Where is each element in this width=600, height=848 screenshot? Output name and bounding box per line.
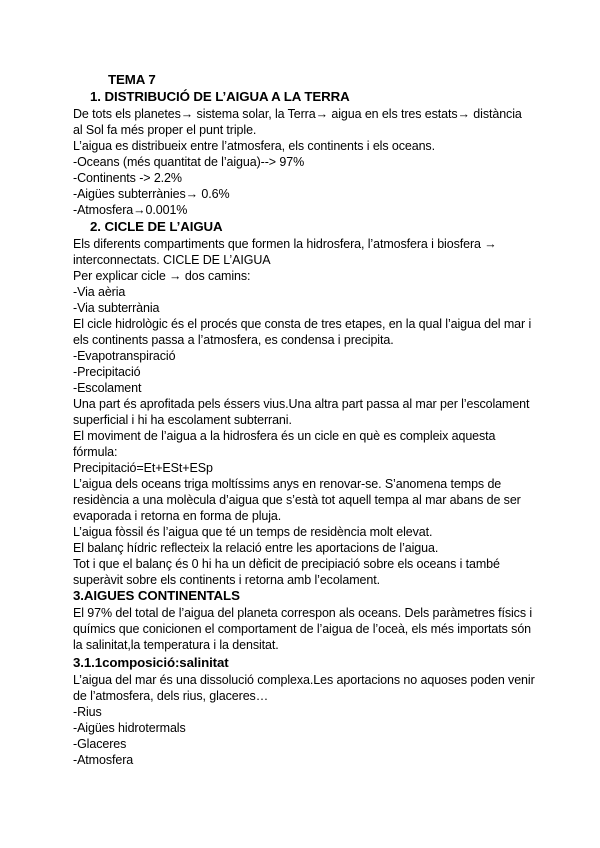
paragraph-line: Els diferents compartiments que formen la hidrosfera, l’atmosfera i biosfera → [73,237,497,251]
paragraph-line: L’aigua es distribueix entre l’atmosfera, els continents i els oceans. [73,139,435,153]
list-item: -Continents -> 2.2% [73,171,182,185]
list-item: -Aigües hidrotermals [73,721,186,735]
document-title: TEMA 7 [108,72,156,87]
paragraph-line: superficial i hi ha escolament subterrani. [73,413,292,427]
section-1-heading: 1. DISTRIBUCIÓ DE L’AIGUA A LA TERRA [90,89,350,104]
list-item: -Precipitació [73,365,141,379]
list-item: -Via subterrània [73,301,160,315]
paragraph-line: L’aigua fòssil és l’aigua que té un temps de residència molt elevat. [73,525,433,539]
paragraph-line: El moviment de l’aigua a la hidrosfera és un cicle en què es compleix aquesta [73,429,496,443]
paragraph-line: Per explicar cicle → dos camins: [73,269,251,283]
paragraph-line: L’aigua dels oceans triga moltíssims anys en renovar-se. S’anomena temps de [73,477,502,491]
list-item: -Via aèria [73,285,126,299]
list-item: -Atmosfera→0.001% [73,203,188,217]
paragraph-line: De tots els planetes→ sistema solar, la Terra→ aigua en els tres estats→ distància [73,107,522,121]
paragraph-line: superàvit sobre els continents i retorna amb l’ecolament. [73,573,380,587]
paragraph-line: El cicle hidrològic és el procés que consta de tres etapes, en la qual l’aigua del mar i [73,317,532,331]
list-item: -Oceans (més quantitat de l’aigua)--> 97% [73,155,305,169]
paragraph-line: Una part és aprofitada pels éssers vius.Una altra part passa al mar per l’escolament [73,397,530,411]
list-item: -Escolament [73,381,142,395]
paragraph-line: al Sol fa més proper el punt triple. [73,123,257,137]
paragraph-line: fórmula: [73,445,118,459]
paragraph-line: evaporada i retorna en forma de pluja. [73,509,282,523]
paragraph-line: químics que conicionen el comportament de l’aigua de l’oceà, els més importats són [73,622,532,636]
paragraph-line: Tot i que el balanç és 0 hi ha un dèficit de precipiació sobre els oceans i també [73,557,500,571]
section-2-heading: 2. CICLE DE L’AIGUA [90,219,223,234]
list-item: -Glaceres [73,737,127,751]
paragraph-line: L’aigua del mar és una dissolució complexa.Les aportacions no aquoses poden venir [73,673,535,687]
section-3-heading: 3.AIGUES CONTINENTALS [73,588,240,603]
paragraph-line: la salinitat,la temperatura i la densitat. [73,638,279,652]
paragraph-line: El balanç hídric reflecteix la relació entre les aportacions de l’aigua. [73,541,439,555]
formula-line: Precipitació=Et+ESt+ESp [73,461,213,475]
list-item: -Atmosfera [73,753,134,767]
paragraph-line: els continents passa a l’atmosfera, es condensa i precipita. [73,333,394,347]
list-item: -Aigües subterrànies→ 0.6% [73,187,230,201]
list-item: -Evapotranspiració [73,349,176,363]
paragraph-line: interconnectats. CICLE DE L’AIGUA [73,253,271,267]
section-3-1-1-heading: 3.1.1composició:salinitat [73,655,229,670]
paragraph-line: residència a una molècula d’aigua que s’està tot aquell tempa al mar abans de ser [73,493,521,507]
paragraph-line: El 97% del total de l’aigua del planeta correspon als oceans. Dels paràmetres físics i [73,606,533,620]
paragraph-line: de l’atmosfera, dels rius, glaceres… [73,689,269,703]
list-item: -Rius [73,705,102,719]
